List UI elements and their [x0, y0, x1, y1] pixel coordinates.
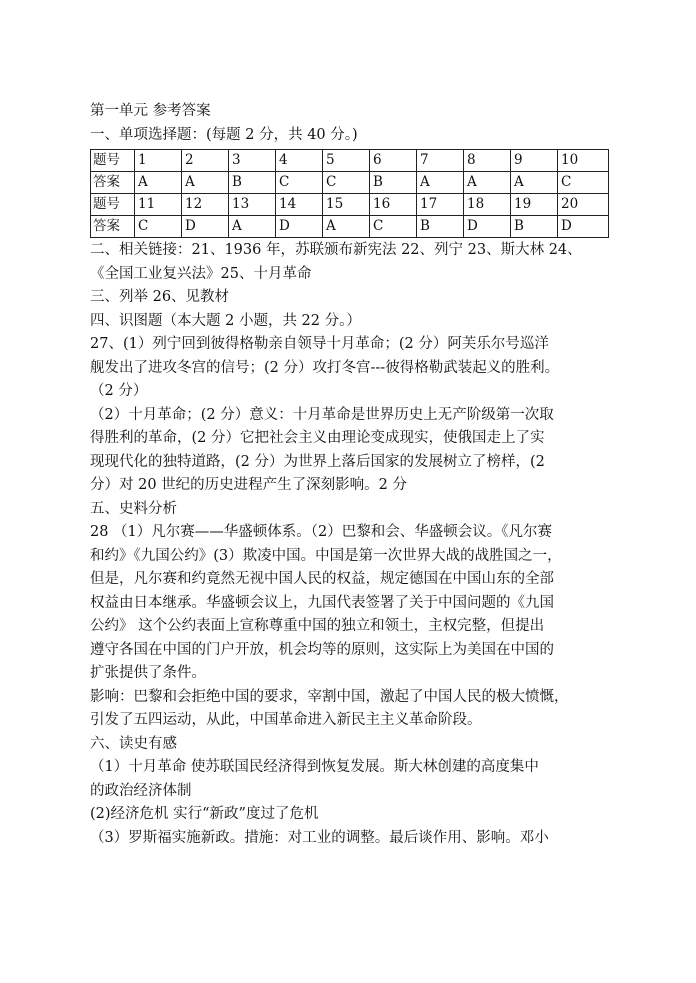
table-cell: 14 — [276, 194, 323, 216]
text-line: 得胜利的革命，(2 分）它把社会主义由理论变成现实，使俄国走上了实 — [90, 430, 545, 446]
table-cell: 10 — [558, 150, 609, 172]
table-cell: A — [135, 172, 182, 194]
table-cell: D — [182, 216, 229, 238]
text-line: 二、相关链接：21、1936 年，苏联颁布新宪法 22、列宁 23、斯大林 24、 — [90, 242, 582, 258]
answer-text — [90, 239, 612, 850]
text-line: 遵守各国在中国的门户开放，机会均等的原则，这实际上为美国在中国的 — [90, 641, 554, 658]
table-cell: C — [558, 172, 609, 194]
table-row — [91, 150, 609, 172]
section-1-heading: 一、单项选择题：(每题 2 分，共 40 分。) — [90, 126, 358, 143]
table-cell: D — [558, 216, 609, 238]
text-line: 《全国工业复兴法》25、十月革命 — [90, 265, 312, 282]
text-line: 四、识图题（本大题 2 小题，共 22 分。） — [90, 312, 361, 329]
table-cell: C — [276, 172, 323, 194]
table-row-header: 答案 — [91, 216, 135, 238]
table-cell: C — [323, 172, 370, 194]
table-cell: 17 — [417, 194, 464, 216]
table-cell: A — [511, 172, 558, 194]
table-cell: A — [229, 216, 276, 238]
text-line: 影响：巴黎和会拒绝中国的要求，宰割中国，激起了中国人民的极大愤慨， — [90, 688, 569, 705]
text-line: 现现代化的独特道路，(2 分）为世界上落后国家的发展树立了榜样，(2 — [90, 453, 545, 470]
text-line: 的政治经济体制 — [90, 782, 192, 799]
table-cell: 7 — [417, 150, 464, 172]
table-cell: D — [276, 216, 323, 238]
text-line: 权益由日本继承。华盛顿会议上，九国代表签署了关于中国问题的《九国 — [90, 594, 554, 611]
table-cell: 20 — [558, 194, 609, 216]
table-cell: 12 — [182, 194, 229, 216]
table-cell: C — [370, 216, 417, 238]
text-line: 舰发出了进攻冬宫的信号；(2 分）攻打冬宫---彼得格勒武装起义的胜利。 — [90, 359, 560, 376]
table-cell: 9 — [511, 150, 558, 172]
table-cell: A — [323, 216, 370, 238]
text-line: 27、(1）列宁回到彼得格勒亲自领导十月革命；(2 分）阿芙乐尔号巡洋 — [90, 336, 549, 352]
text-line: 和约》《九国公约》(3）欺凌中国。中国是第一次世界大战的战胜国之一， — [90, 547, 562, 564]
table-cell: 13 — [229, 194, 276, 216]
table-cell: A — [417, 172, 464, 194]
table-row-header: 题号 — [91, 194, 135, 216]
table-cell: 16 — [370, 194, 417, 216]
text-line: 六、读史有感 — [90, 735, 177, 752]
document-title: 第一单元 参考答案 — [90, 103, 211, 119]
text-line: 引发了五四运动，从此，中国革命进入新民主主义革命阶段。 — [90, 712, 482, 728]
table-row — [91, 172, 609, 194]
text-line: 三、列举 26、见教材 — [90, 289, 230, 305]
table-row — [91, 216, 609, 238]
text-line: （2）十月革命；(2 分）意义：十月革命是世界历史上无产阶级第一次取 — [90, 406, 554, 423]
table-cell: 5 — [323, 150, 370, 172]
text-line: （1）十月革命 使苏联国民经济得到恢复发展。斯大林创建的高度集中 — [90, 759, 539, 775]
table-cell: 6 — [370, 150, 417, 172]
table-cell: 2 — [182, 150, 229, 172]
table-cell: C — [135, 216, 182, 238]
text-line: 公约》 这个公约表面上宣称尊重中国的独立和领土，主权完整，但提出 — [90, 618, 545, 634]
table-cell: 11 — [135, 194, 182, 216]
table-row-header: 题号 — [91, 150, 135, 172]
table-cell: 19 — [511, 194, 558, 216]
table-cell: B — [511, 216, 558, 238]
text-line: 28 （1）凡尔赛——华盛顿体系。（2）巴黎和会、华盛顿会议。《凡尔赛 — [90, 524, 553, 540]
table-cell: 3 — [229, 150, 276, 172]
text-line: 分）对 20 世纪的历史进程产生了深刻影响。2 分 — [90, 477, 408, 493]
table-cell: B — [370, 172, 417, 194]
table-cell: B — [417, 216, 464, 238]
text-line: （2 分） — [90, 383, 148, 399]
table-cell: 1 — [135, 150, 182, 172]
text-line: 扩张提供了条件。 — [90, 665, 206, 681]
table-cell: B — [229, 172, 276, 194]
text-line: 五、史料分析 — [90, 500, 177, 517]
table-cell: 4 — [276, 150, 323, 172]
table-row — [91, 194, 609, 216]
table-cell: 15 — [323, 194, 370, 216]
text-line: 但是，凡尔赛和约竟然无视中国人民的权益，规定德国在中国山东的全部 — [90, 571, 554, 587]
text-line: （3）罗斯福实施新政。措施：对工业的调整。最后谈作用、影响。邓小 — [90, 829, 549, 846]
answer-table — [90, 149, 609, 238]
table-row-header: 答案 — [91, 172, 135, 194]
answer-content — [90, 100, 612, 850]
table-cell: A — [464, 172, 511, 194]
table-cell: 18 — [464, 194, 511, 216]
table-cell: A — [182, 172, 229, 194]
text-line: (2)经济危机 实行“新政”度过了危机 — [90, 806, 319, 822]
table-cell: 8 — [464, 150, 511, 172]
table-cell: D — [464, 216, 511, 238]
